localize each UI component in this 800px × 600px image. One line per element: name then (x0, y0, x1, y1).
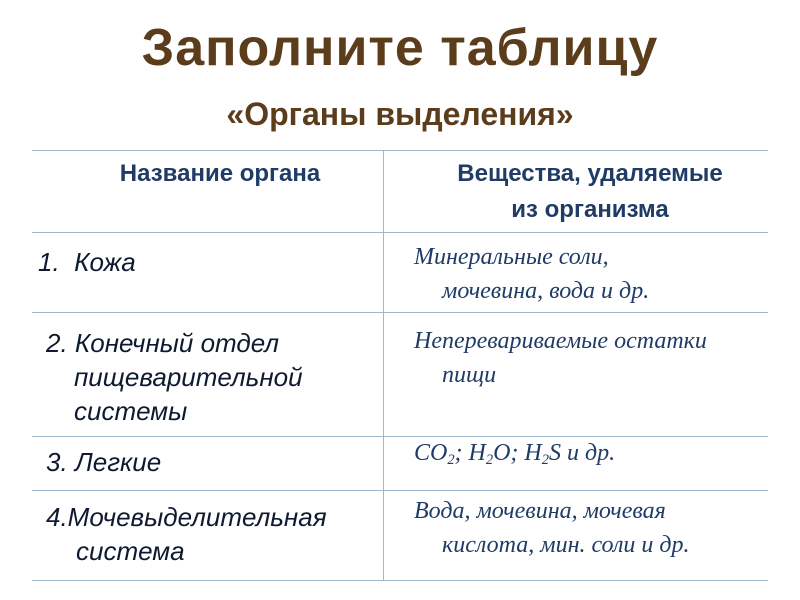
table-rule-header (32, 232, 768, 233)
row2-organ-line1: 2. Конечный отдел (46, 328, 280, 358)
header-substances (400, 156, 780, 228)
row2-organ-line3: системы (74, 396, 188, 426)
row2-organ (46, 326, 303, 428)
row4-organ-line1: 4.Мочевыделительная (46, 502, 327, 532)
page-title: Заполните таблицу (141, 19, 659, 77)
table-rule-top (32, 150, 768, 151)
row4-organ (46, 500, 327, 568)
header-substances-line2: из организма (511, 196, 669, 223)
row1-organ (38, 245, 136, 279)
formula-h2o-sub: 2 (485, 452, 494, 468)
row3-organ-line1: 3. Легкие (46, 447, 162, 477)
formula-h2s-sub: 2 (541, 452, 549, 468)
row4-substances-line1: Вода, мочевина, мочевая (414, 498, 666, 524)
row2-organ-line2: пищеварительной (74, 362, 303, 392)
row4-substances-line2: кислота, мин. соли и др. (442, 532, 690, 558)
table-rule-row2 (32, 436, 768, 437)
row1-substances (414, 240, 649, 308)
row3-formula (414, 436, 615, 477)
header-organ (70, 156, 370, 192)
row1-organ-line1: 1. Кожа (38, 247, 136, 277)
table-rule-row3 (32, 490, 768, 491)
table-rule-bottom (32, 580, 768, 581)
header-substances-line1: Вещества, удаляемые (457, 160, 723, 187)
row2-substances-line2: пищи (442, 362, 497, 388)
table-rule-row1 (32, 312, 768, 313)
formula-h2s-s: S и др. (548, 440, 616, 466)
row1-substances-line2: мочевина, вода и др. (442, 278, 650, 304)
row2-substances-line1: Неперевариваемые остатки (414, 328, 707, 354)
row1-substances-line1: Минеральные соли, (414, 244, 609, 270)
row3-organ (46, 445, 161, 479)
formula-co: CO (414, 440, 448, 466)
row4-organ-line2: система (76, 536, 185, 566)
row2-substances (414, 324, 707, 392)
table-column-divider (383, 150, 384, 580)
header-organ-label: Название органа (119, 160, 321, 187)
page-subtitle: «Органы выделения» (226, 96, 574, 132)
formula-h2o-h: ; H (454, 440, 486, 466)
row4-substances (414, 494, 690, 562)
formula-h2o-o: O; H (493, 440, 542, 466)
formula-co-sub: 2 (447, 452, 455, 468)
